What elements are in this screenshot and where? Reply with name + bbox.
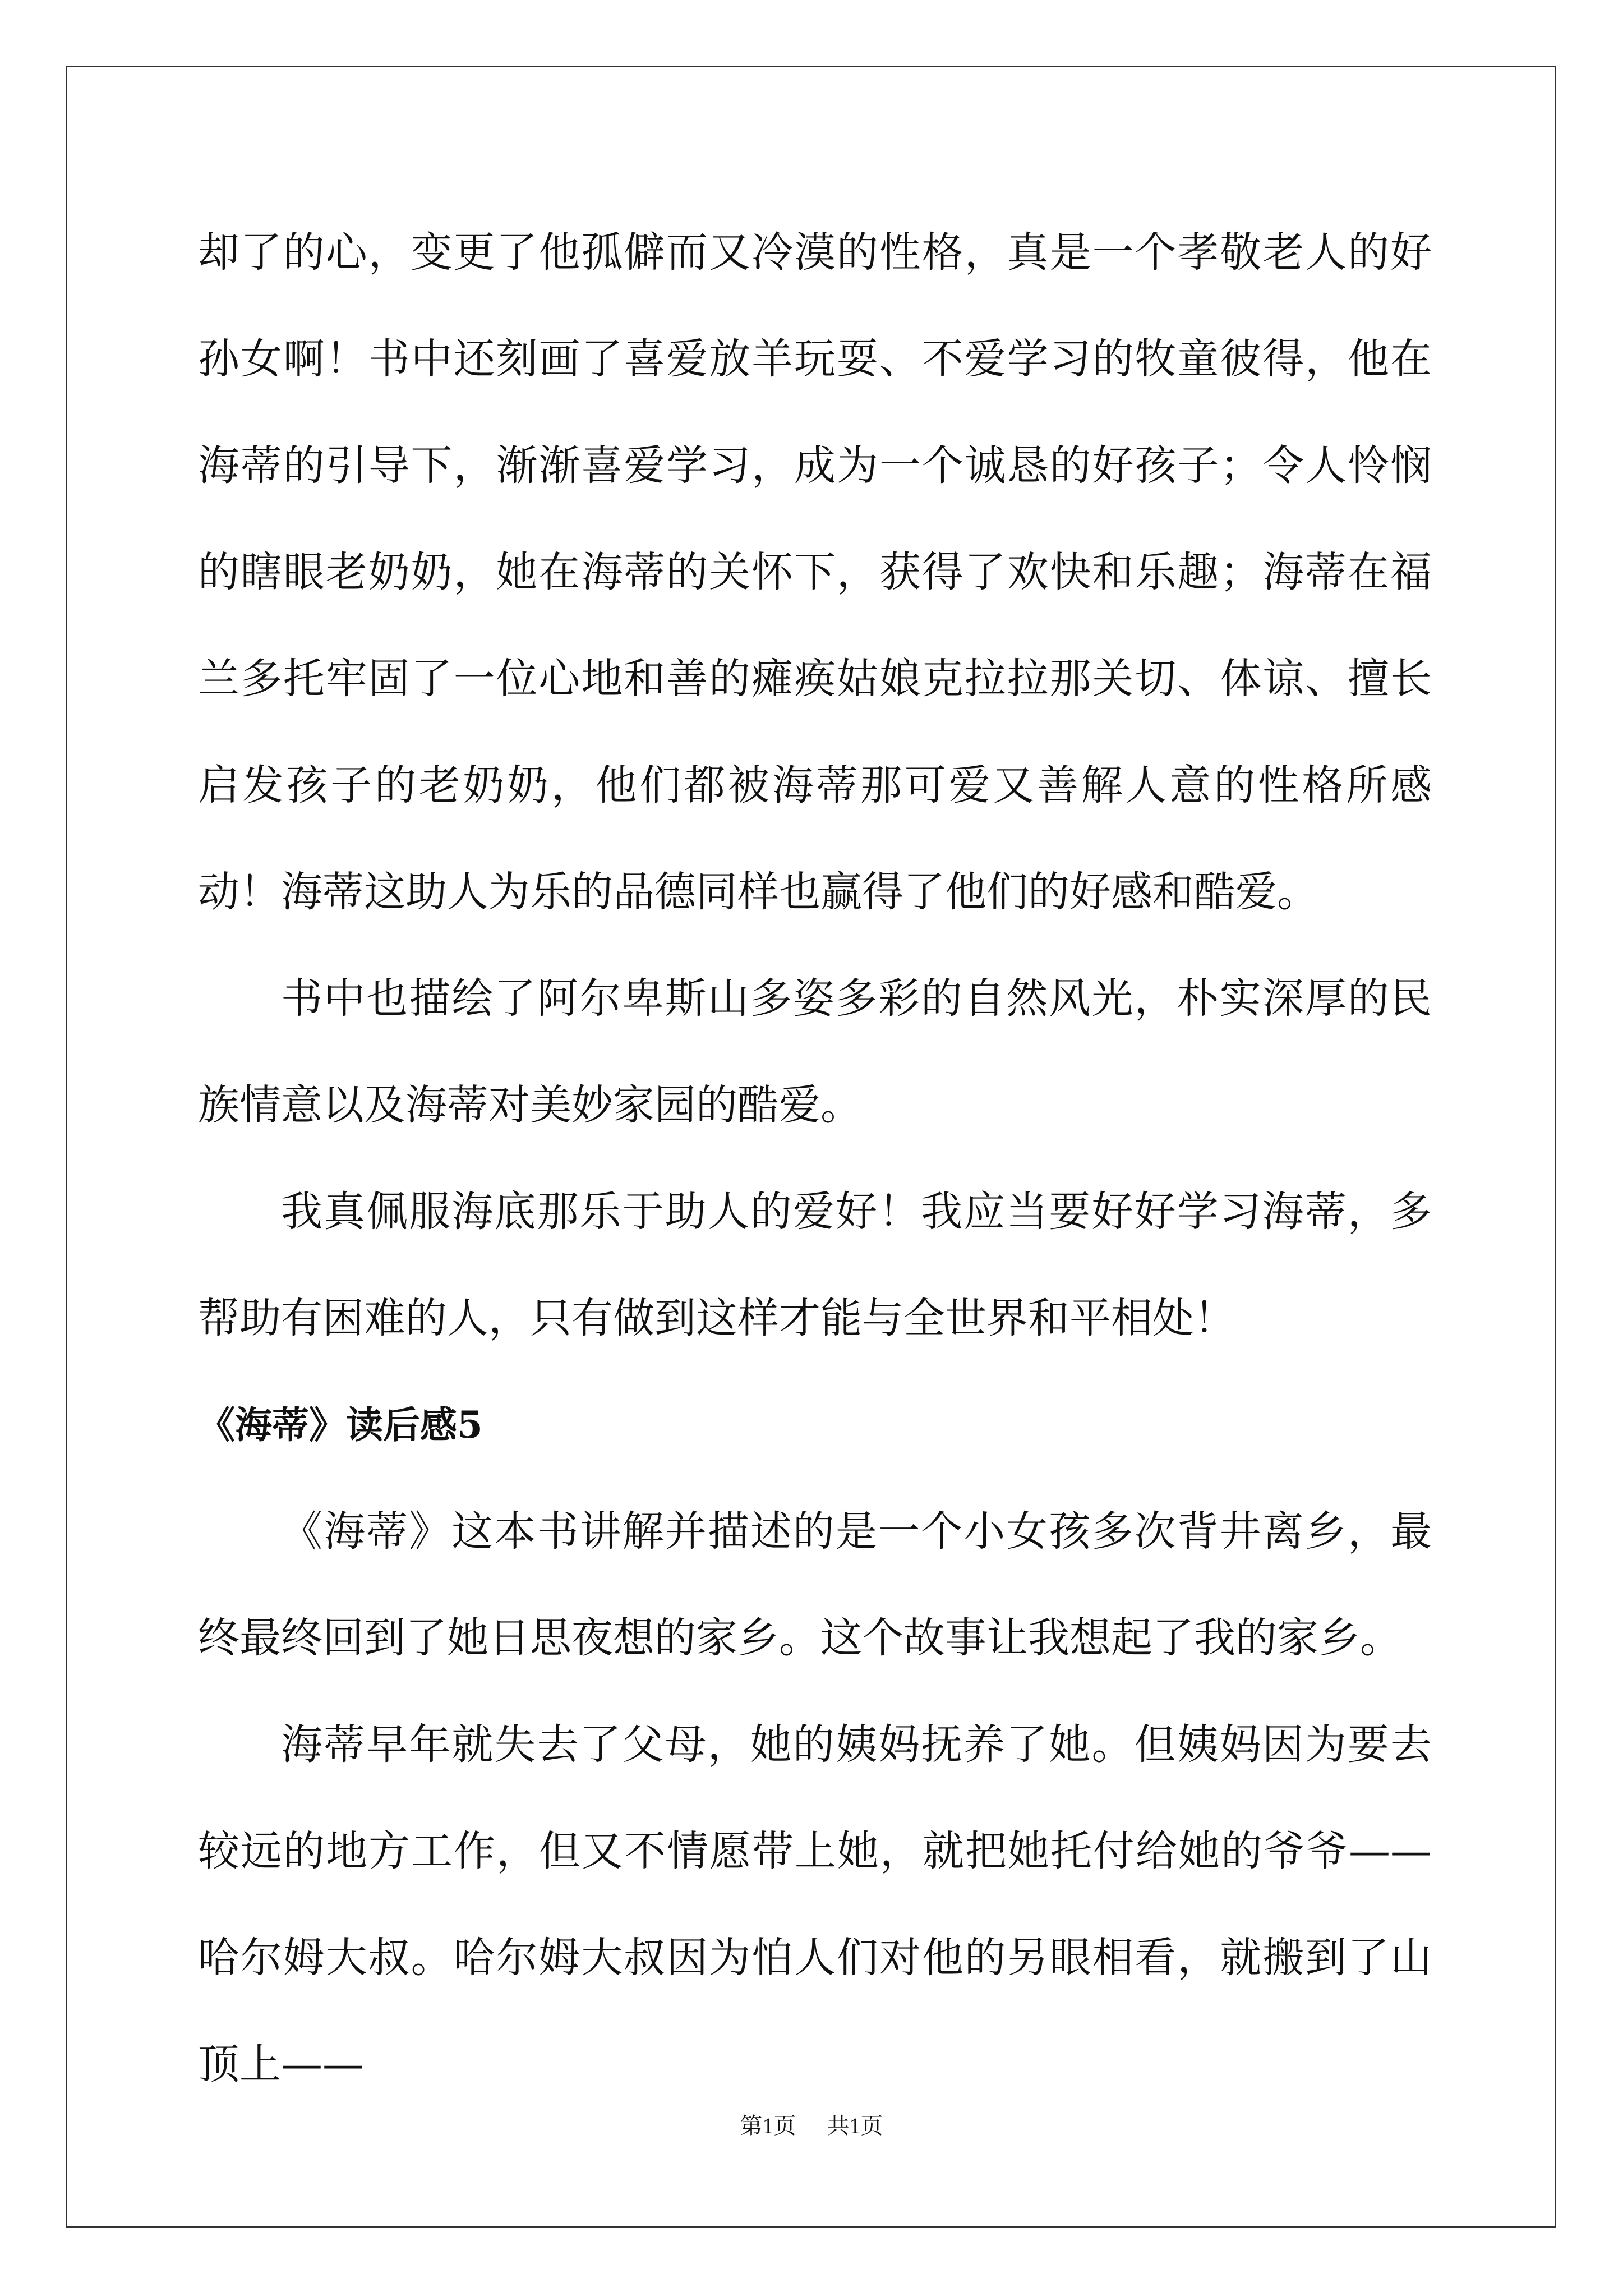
paragraph-1: 却了的心，变更了他孤僻而又冷漠的性格，真是一个孝敬老人的好孙女啊！书中还刻画了喜爱放羊玩耍、不爱学习的牧童彼得，他在海蒂的引导下，渐渐喜爱学习，成为一个诚恳的好孩子；令人怜悯的瞎眼老奶奶，她在海蒂的关怀下，获得了欢快和乐趣；海蒂在福兰多托牢固了一位心地和善的瘫痪姑娘克拉拉那关切、体谅、擅长启发孩子的老奶奶，他们都被海蒂那可爱又善解人意的性格所感动！海蒂这助人为乐的品德同样也赢得了他们的好感和酷爱。 — [198, 228, 1432, 916]
section-heading: 《海蒂》读后感5 — [198, 1403, 483, 1447]
paragraph-2: 书中也描绘了阿尔卑斯山多姿多彩的自然风光，朴实深厚的民族情意以及海蒂对美妙家园的酷爱。 — [198, 974, 1432, 1129]
page-number-current: 第1页 — [740, 2113, 796, 2138]
paragraph-3: 我真佩服海底那乐于助人的爱好！我应当要好好学习海蒂，多帮助有困难的人，只有做到这样才能与全世界和平相处！ — [198, 1188, 1432, 1342]
paragraph-5: 海蒂早年就失去了父母，她的姨妈抚养了她。但姨妈因为要去较远的地方工作，但又不情愿带上她，就把她托付给她的爷爷——哈尔姆大叔。哈尔姆大叔因为怕人们对他的另眼相看，就搬到了山顶上—— — [198, 1720, 1432, 2088]
document-body — [198, 199, 1432, 2118]
paragraph-4: 《海蒂》这本书讲解并描述的是一个小女孩多次背井离乡，最终最终回到了她日思夜想的家乡。这个故事让我想起了我的家乡。 — [198, 1507, 1432, 1662]
page-number-total: 共1页 — [827, 2113, 883, 2138]
page-footer — [0, 2108, 1623, 2140]
